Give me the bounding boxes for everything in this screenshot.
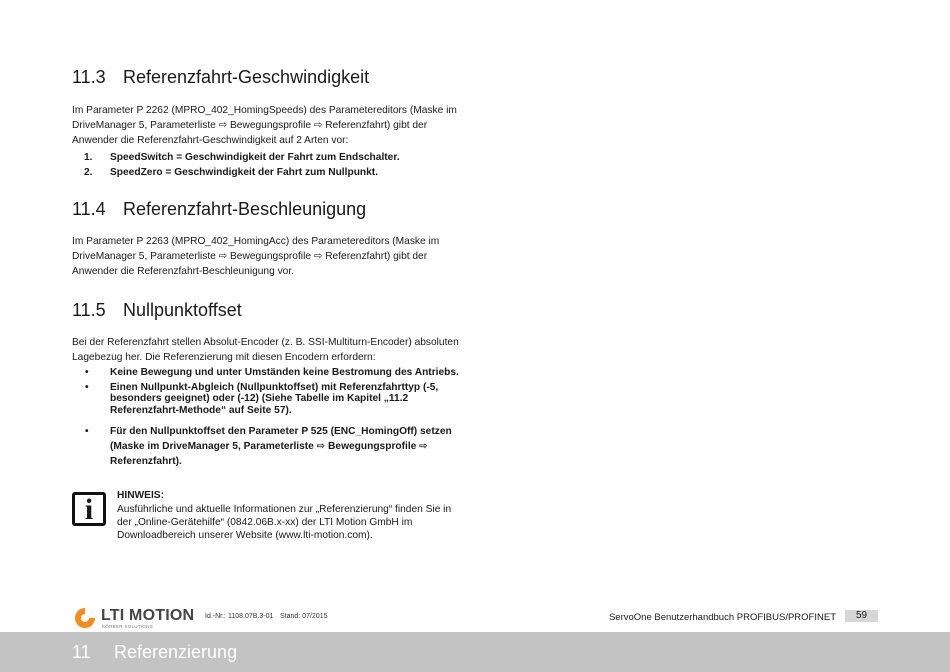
section-heading-11-3 — [72, 67, 369, 88]
list-item: • Einen Nullpunkt-Abgleich (Nullpunktoffset) mit Referenzfahrttyp (-5, besonders geeignet) oder (-12) (Siehe Tabelle im Kapitel „11.2 Referenzfahrt-Methode“ auf Seite 57). — [85, 381, 439, 416]
section-title: Referenzfahrt-Geschwindigkeit — [123, 67, 370, 87]
section-title: Nullpunktoffset — [123, 300, 242, 320]
manual-title: ServoOne Benutzerhandbuch PROFIBUS/PROFINET — [608, 612, 836, 623]
logo-subtext: KÖRBER SOLUTIONS — [102, 624, 154, 629]
section-title: Referenzfahrt-Beschleunigung — [123, 199, 367, 219]
chapter-number: 11 — [72, 642, 91, 662]
page-number: 59 — [845, 610, 878, 622]
bullet-list — [72, 367, 462, 472]
company-logo — [73, 606, 195, 630]
section-paragraph: Bei der Referenzfahrt stellen Absolut-Encoder (z. B. SSI-Multiturn-Encoder) absoluten Lagebezug her. Die Referenzierung mit diesen Encodern erfordern: — [72, 337, 459, 363]
section-heading-11-5 — [72, 300, 242, 321]
section-paragraph: Im Parameter P 2263 (MPRO_402_HomingAcc) des Parametereditors (Maske im DriveManager 5, Parameterliste ⇨ Bewegungsprofile ⇨ Referenzfahrt) gibt der Anwender die Referenzfahrt-Beschleunigung vor. — [72, 236, 440, 277]
document-id: Id.-Nr.: 1108.07B.3-01 — [205, 613, 274, 620]
info-icon: i — [72, 492, 106, 526]
logo-icon — [73, 606, 97, 630]
logo-text: LTI MOTION — [101, 607, 195, 624]
section-paragraph: Im Parameter P 2262 (MPRO_402_HomingSpeeds) des Parametereditors (Maske im DriveManager 5, Parameterliste ⇨ Bewegungsprofile ⇨ Referenzfahrt) gibt der Anwender die Referenzfahrt-Geschwindigkeit auf 2 Arten vor: — [72, 105, 457, 146]
section-number: 11.5 — [72, 300, 106, 320]
list-item: 1. SpeedSwitch = Geschwindigkeit der Fahrt zum Endschalter. — [84, 152, 400, 163]
numbered-list — [72, 150, 462, 180]
list-item: 2. SpeedZero = Geschwindigkeit der Fahrt zum Nullpunkt. — [84, 167, 379, 178]
list-item: • Für den Nullpunktoffset den Parameter P 525 (ENC_HomingOff) setzen (Maske im DriveManager 5, Parameterliste ⇨ Bewegungsprofile ⇨ Referenzfahrt). — [85, 426, 452, 467]
chapter-bar — [0, 632, 950, 672]
document-date: Stand: 07/2015 — [280, 613, 328, 620]
section-number: 11.4 — [72, 199, 106, 219]
note-text: Ausführliche und aktuelle Informationen zur „Referenzierung“ finden Sie in der „Online-Gerätehilfe“ (0842.06B.x-xx) der LTI Motion GmbH im Downloadbereich unserer Website (www.lti-motion.com). — [117, 504, 452, 541]
section-number: 11.3 — [72, 67, 106, 87]
list-item: • Keine Bewegung und unter Umständen keine Bestromung des Antriebs. — [85, 367, 459, 378]
note-title: HINWEIS: — [117, 490, 164, 501]
section-heading-11-4 — [72, 199, 366, 220]
chapter-title: Referenzierung — [114, 642, 238, 662]
